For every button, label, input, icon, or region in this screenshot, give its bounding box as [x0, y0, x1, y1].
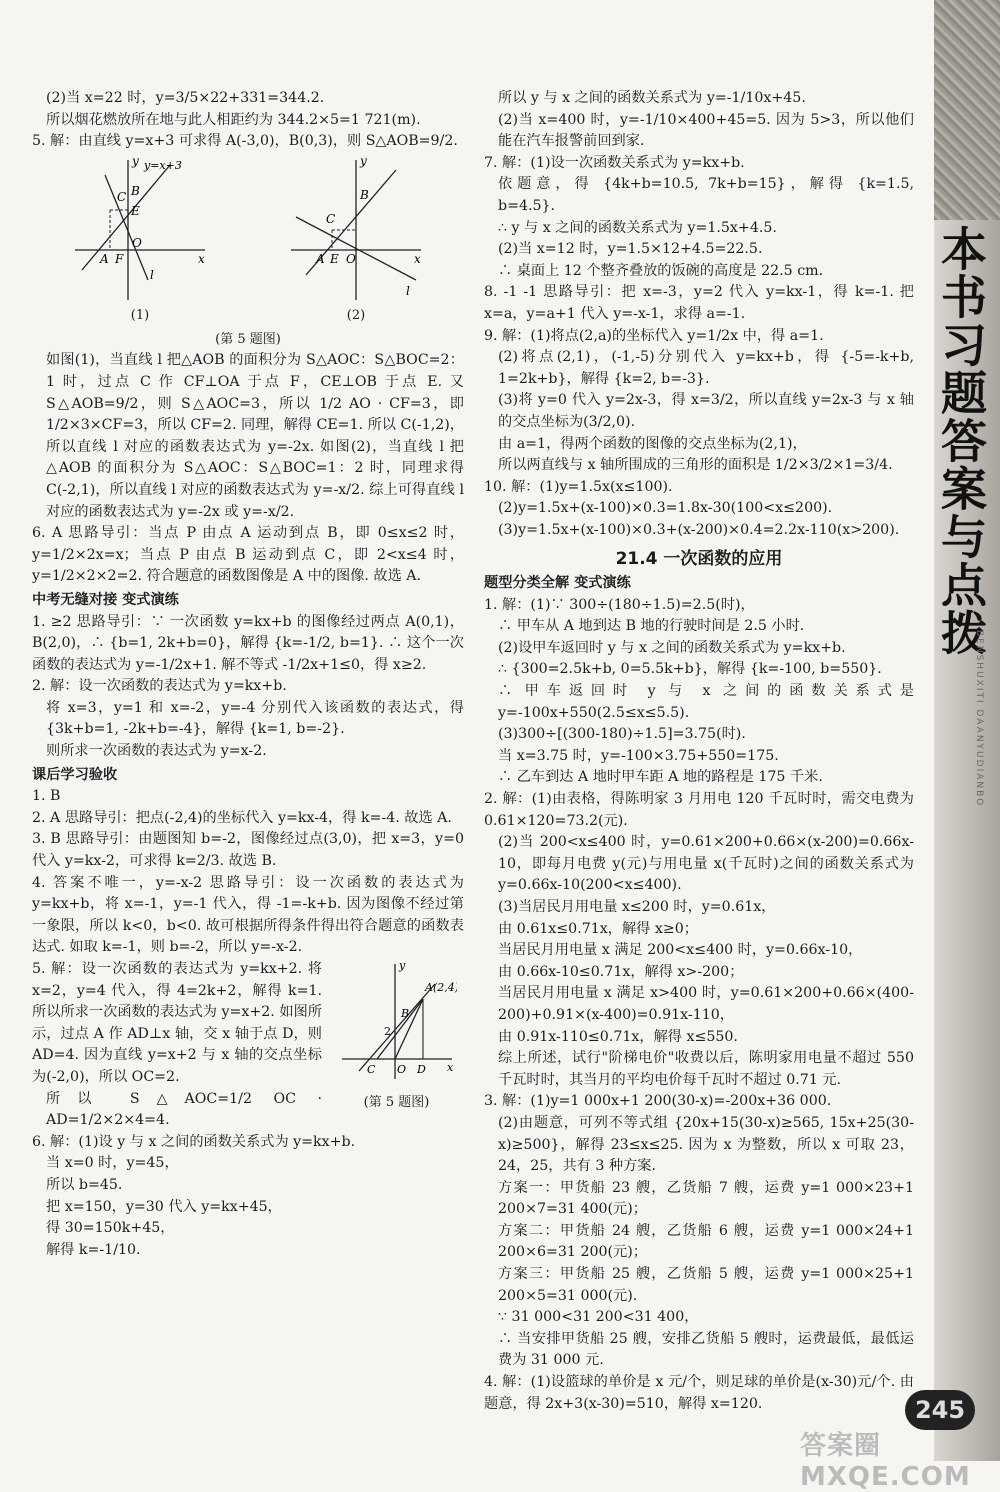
problem-5-block [32, 959, 464, 1132]
text: 5. 解：设一次函数的表达式为 y=kx+2. 将 x=2，y=4 代入，得 4=2k+2，解得 k=1. 所以所求一次函数的表达式为 y=x+2. 如图所示，过点 A 作 AD⊥x 轴，交 x 轴于点 D，则 AD=4. 因为直线 y=x+2 与 x 轴的交点坐标为(-2,0)，所以 OC=2. [32, 961, 322, 1085]
label-2: 2 [383, 1025, 391, 1038]
section-heading: 中考无缝对接 变式演练 [32, 591, 179, 608]
label-B: B [360, 188, 369, 203]
text: 当居民月用电量 x 满足 x>400 时，y=0.61×200+0.66×(400-200)+0.91×(x-400)=0.91x-110， [498, 985, 914, 1023]
text: 1. B [32, 788, 61, 805]
sub-caption-2: (2) [346, 308, 366, 324]
sidebar-title: 本书习题答案与点拨 [934, 225, 988, 657]
sidebar [934, 0, 1000, 1461]
figure-caption: (第 5 题图) [215, 331, 281, 347]
label-A: A [316, 252, 325, 267]
figure-caption: (第 5 题图) [363, 1094, 430, 1110]
text: (2)当 x=22 时，y=3/5×22+331=344.2. [46, 90, 325, 106]
text: 6. 解：(1)设 y 与 x 之间的函数关系式为 y=kx+b. [32, 1133, 356, 1150]
label-eq: y=x+3 [144, 159, 182, 173]
section-heading: 课后学习验收 [32, 766, 118, 783]
text: (3)将 y=0 代入 y=2x-3，得 x=3/2，所以直线 y=2x-3 与 x 轴的交点坐标为(3/2,0). [498, 392, 914, 430]
text: ∴ 甲车从 A 地到达 B 地的行驶时间是 2.5 小时. [498, 618, 805, 635]
label-y: y [360, 155, 367, 169]
text: 所以 y 与 x 之间的函数关系式为 y=-1/10x+45. [498, 90, 806, 106]
text: (3)300÷[(300-180)÷1.5]=3.75(时). [498, 726, 746, 743]
text: 2. 解：(1)由表格，得陈明家 3 月用电 120 千瓦时时，需交电费为 0.61×120=73.2(元). [484, 791, 914, 829]
text: (3)y=1.5x+(x-100)×0.3+(x-200)×0.4=2.2x-110(x>200). [498, 521, 900, 538]
text: 依题意，得 {4k+b=10.5, 7k+b=15}，解得 {k=1.5, b=4.5}. [498, 176, 914, 214]
sidebar-texture [934, 0, 1000, 220]
right-column [484, 88, 914, 1415]
label-E: E [330, 252, 339, 267]
label-C: C [117, 190, 127, 205]
label-B: B [131, 184, 140, 199]
label-l: l [406, 284, 410, 299]
text: 所以 S△AOC=1/2 OC · AD=1/2×2×4=4. [46, 1090, 322, 1129]
text: 7. 解：(1)设一次函数关系式为 y=kx+b. [484, 154, 745, 171]
label-B: B [400, 1007, 409, 1020]
text: (2)当 x=400 时，y=-1/10×400+45=5. 因为 5>3，所以他们能在汽车报警前回到家. [498, 111, 914, 150]
text: (2)将点(2,1)，(-1,-5)分别代入 y=kx+b，得 {-5=-k+b, 1=2k+b}，解得 {k=2, b=-3}. [498, 349, 914, 387]
text: 4. 解：(1)设篮球的单价是 x 元/个，则足球的单价是(x-30)元/个. 由题意，得 2x+3(x-30)=510，解得 x=120. [484, 1374, 914, 1412]
text: 如图(1)，当直线 l 把△AOB 的面积分为 S△AOC：S△BOC=2：1 时，过点 C 作 CF⊥OA 于点 F，CE⊥OB 于点 E. 又 S△AOB=9/2，则 S△AOC=3，所以 1/2 AO · CF=3，即 1/2×3×CF=3，所以 CF=2. 同理，解得 CE=1. 所以 C(-1,2)，所以直线 l 对应的函数表达式为 y=-2x. 如图(2)，当直线 l 把△AOB 的面积分为 S△AOC：S△BOC=1：2 时，同理求得 C(-2,1)，所以直线 l 对应的函数表达式为 y=-x/2. 综上可得直线 l 对应的函数表达式为 y=-2x 或 y=-x/2. [46, 352, 464, 520]
text: 1. 解：(1)∵ 300÷(180÷1.5)=2.5(时)， [484, 596, 755, 613]
text: ∴ y 与 x 之间的函数关系式为 y=1.5x+4.5. [498, 219, 777, 236]
text: 1. ≥2 思路导引：∵ 一次函数 y=kx+b 的图像经过两点 A(0,1)，B(2,0)，∴ {b=1, 2k+b=0}，解得 {k=-1/2, b=1}. ∴ 这个一次函数的表达式为 y=-1/2x+1. 解不等式 -1/2x+1≤0，得 x≥2. [32, 613, 464, 673]
label-l: l [150, 268, 154, 283]
text: 3. 解：(1)y=1 000x+1 200(30-x)=-200x+36 000. [484, 1093, 832, 1110]
label-D: D [416, 1063, 426, 1076]
label-y: y [132, 155, 139, 169]
text: 综上所述，试行"阶梯电价"收费以后，陈明家用电量不超过 550 千瓦时时，其当月的平均电价每千瓦时不超过 0.71 元. [498, 1050, 914, 1088]
label-O: O [396, 1063, 406, 1076]
text: (2)当 200<x≤400 时，y=0.61×200+0.66×(x-200)=0.66x-10，即每月电费 y(元)与用电量 x(千瓦时)之间的函数关系式为 y=0.66x-10(200<x≤400). [498, 834, 914, 894]
text: 由 0.91x-110≤0.71x，解得 x≤550. [498, 1028, 738, 1045]
left-column [32, 88, 464, 1261]
text: 2. 解：设一次函数的表达式为 y=kx+b. [32, 678, 287, 695]
text: ∴ 当安排甲货船 25 艘，安排乙货船 5 艘时，运费最低，最低运费为 31 000 元. [498, 1330, 914, 1369]
text: 8. -1 -1 思路导引：把 x=-3，y=2 代入 y=kx-1，得 k=-1. 把 x=a，y=a+1 代入 y=-x-1，求得 a=-1. [484, 284, 914, 322]
text: (2)当 x=12 时，y=1.5×12+4.5=22.5. [498, 241, 763, 258]
text: 9. 解：(1)将点(2,a)的坐标代入 y=1/2x 中，得 a=1. [484, 327, 824, 344]
text: 当 x=3.75 时，y=-100×3.75+550=175. [498, 747, 779, 764]
text: 4. 答案不唯一，y=-x-2 思路导引：设一次函数的表达式为 y=kx+b，将 x=-1，y=-1 代入，得 -1=-k+b. 因为图像不经过第一象限，所以 k<0，b<0. 故可根据所得条件得出符合题意的函数表达式. 如取 k=-1，则 b=-2，所以 y=-x-2. [32, 874, 464, 956]
text: 所以 b=45. [46, 1176, 123, 1193]
text: 把 x=150，y=30 代入 y=kx+45， [46, 1198, 282, 1215]
label-F: F [115, 252, 124, 267]
text: 由 0.66x-10≤0.71x，解得 x>-200； [498, 963, 744, 980]
text: 所以烟花燃放所在地与此人相距约为 344.2×5=1 721(m). [46, 111, 421, 128]
text: 所以两直线与 x 轴所围成的三角形的面积是 1/2×3/2×1=3/4. [498, 457, 893, 474]
figure-5 [32, 155, 464, 327]
label-E: E [131, 204, 140, 219]
text: 方案二：甲货船 24 艘，乙货船 6 艘，运费 y=1 000×24+1 200×6=31 200(元)； [498, 1222, 914, 1261]
text: 10. 解：(1)y=1.5x(x≤100). [484, 478, 673, 495]
text: 5. 解：由直线 y=x+3 可求得 A(-3,0)，B(0,3)，则 S△AOB=9/2. [32, 133, 458, 150]
text: (3)当居民月用电量 x≤200 时，y=0.61x， [498, 898, 776, 915]
graph-1 [70, 155, 210, 305]
text: 将 x=3，y=1 和 x=-2，y=-4 分别代入该函数的表达式，得 {3k+b=1, -2k+b=-4}，解得 {k=1, b=-2}. [46, 699, 464, 738]
sub-caption-1: (1) [130, 308, 150, 324]
label-x: x [198, 252, 205, 267]
label-C: C [366, 1063, 375, 1076]
text: (2)设甲车返回时 y 与 x 之间的函数关系式为 y=kx+b. [498, 639, 846, 656]
text: 由 0.61x≤0.71x，解得 x≥0； [498, 920, 698, 937]
text: 6. A 思路导引：当点 P 由点 A 运动到点 B，即 0≤x≤2 时，y=1/2×2x=x；当点 P 由点 B 运动到点 C，即 2<x≤4 时，y=1/2×2×2=2. 符合题意的函数图像是 A 中的图像. 故选 A. [32, 525, 464, 585]
section-heading: 题型分类全解 变式演练 [484, 575, 631, 592]
text: (2)y=1.5x+(x-100)×0.3=1.8x-30(100<x≤200). [498, 500, 833, 517]
text: 方案一：甲货船 23 艘，乙货船 7 艘，运费 y=1 000×23+1 200×7=31 400(元)； [498, 1179, 914, 1218]
label-x: x [414, 252, 421, 267]
text: 3. B 思路导引：由题图知 b=-2，图像经过点(3,0)，把 x=3，y=0代入 y=kx-2，可求得 k=2/3. 故选 B. [32, 831, 464, 870]
graph-2 [286, 155, 426, 305]
text: ∴ 甲车返回时 y 与 x 之间的函数关系式是 y=-100x+550(2.5≤x≤5.5). [498, 683, 914, 721]
watermark: 答案圈 MXQE.COM [800, 1431, 971, 1492]
text: 当居民月用电量 x 满足 200<x≤400 时，y=0.66x-10， [498, 942, 863, 959]
section-title: 21.4 一次函数的应用 [615, 549, 783, 570]
label-O: O [346, 252, 356, 267]
sidebar-pinyin: BENSHUXITI DAANYUDIANBO [974, 630, 984, 808]
label-A: A(2,4) [424, 981, 457, 994]
label-y: y [398, 959, 405, 972]
text: 解得 k=-1/10. [46, 1241, 141, 1258]
text: 2. A 思路导引：把点(-2,4)的坐标代入 y=kx-4，得 k=-4. 故选 A. [32, 809, 452, 826]
label-O: O [132, 236, 142, 251]
text: 则所求一次函数的表达式为 y=x-2. [46, 743, 267, 760]
graph-3 [337, 959, 457, 1084]
text: 由 a=1，得两个函数的图像的交点坐标为(2,1)， [498, 435, 807, 452]
page-number: 245 [905, 1390, 975, 1430]
label-A: A [100, 252, 109, 267]
text: 当 x=0 时，y=45， [46, 1155, 179, 1172]
text: ∵ 31 000<31 200<31 400， [498, 1309, 699, 1326]
label-x: x [446, 1061, 453, 1074]
text: 得 30=150k+45， [46, 1220, 175, 1237]
text: ∴ 桌面上 12 个整齐叠放的饭碗的高度是 22.5 cm. [498, 262, 824, 279]
text: (2)由题意，可列不等式组 {20x+15(30-x)≥565, 15x+25(30-x)≥500}，解得 23≤x≤25. 因为 x 为整数，所以 x 可取 23，24，25，共有 3 种方案. [498, 1114, 914, 1175]
text: ∴ 乙车到达 A 地时甲车距 A 地的路程是 175 千米. [498, 769, 823, 786]
text: ∴ {300=2.5k+b, 0=5.5k+b}，解得 {k=-100, b=550}. [498, 661, 882, 678]
label-C: C [326, 212, 336, 227]
text: 方案三：甲货船 25 艘，乙货船 5 艘，运费 y=1 000×25+1 200×5=31 000(元). [498, 1266, 914, 1304]
